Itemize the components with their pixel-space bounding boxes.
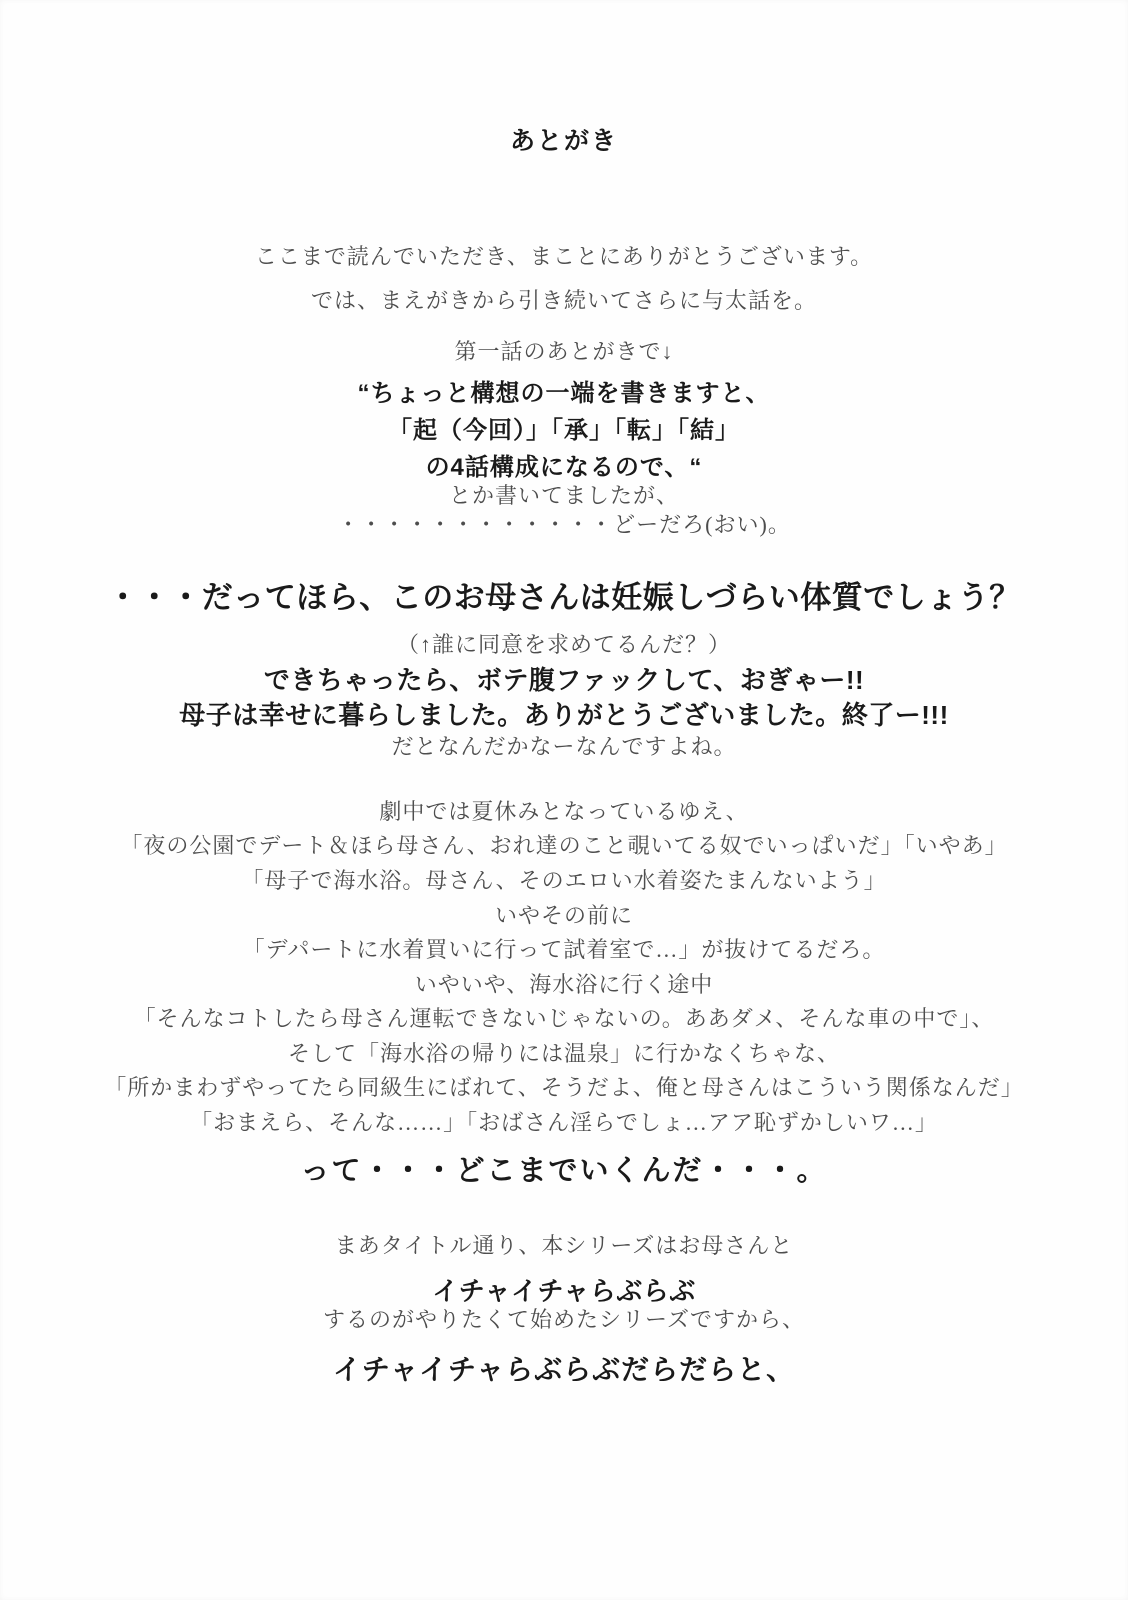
- summer-line-6: いやいや、海水浴に行く途中: [414, 972, 714, 997]
- summer-line-7: 「そんなコトしたら母さん運転できないじゃないの。ああダメ、そんな車の中で」、: [133, 1006, 995, 1031]
- plan-quote-line-1: “ちょっと構想の一端を書きますと、: [357, 380, 771, 407]
- series-bold-2: イチャイチャらぶらぶだらだらと、: [332, 1354, 796, 1385]
- dunno-line: ・・・・・・・・・・・・どーだろ(おい)。: [337, 512, 791, 537]
- summer-line-4: いやその前に: [494, 903, 633, 928]
- plan-quote-line-3: の4話構成になるので、“: [425, 454, 703, 481]
- how-far-line: って・・・どこまでいくんだ・・・。: [300, 1155, 828, 1187]
- aside-agree-line: （↑誰に同意を求めてるんだ？）: [396, 632, 731, 657]
- series-line-1: まあタイトル通り、本シリーズはお母さんと: [334, 1233, 794, 1258]
- big-headline: ・・・だってほら、このお母さんは妊娠しづらい体質でしょう？: [107, 580, 1021, 615]
- bold-statement-1: できちゃったら、ボテ腹ファックして、おぎゃー!!: [263, 665, 865, 695]
- summer-line-2: 「夜の公園でデート＆ほら母さん、おれ達のこと覗いてる奴でいっぱいだ」「いやあ」: [120, 833, 1008, 858]
- plan-quote-line-2: 「起（今回）」「承」「転」「結」: [388, 417, 740, 444]
- summer-line-8: そして「海水浴の帰りには温泉」に行かなくちゃな、: [287, 1041, 840, 1066]
- summer-line-3: 「母子で海水浴。母さん、そのエロい水着姿たまんないよう」: [241, 868, 887, 893]
- thanks-line-2: では、まえがきから引き続いてさらに与太話を。: [310, 288, 817, 313]
- series-line-2: するのがやりたくて始めたシリーズですから、: [323, 1307, 805, 1332]
- somehow-line: だとなんだかなーなんですよね。: [391, 734, 737, 759]
- summer-line-1: 劇中では夏休みとなっているゆえ、: [379, 799, 749, 824]
- summer-line-5: 「デパートに水着買いに行って試着室で…」が抜けてるだろ。: [242, 937, 886, 962]
- page-title: あとがき: [509, 127, 618, 155]
- summer-line-10: 「おまえら、そんな……」「おばさん淫らでしょ…アア恥ずかしいワ…」: [190, 1110, 938, 1135]
- episode1-afterword-intro: 第一話のあとがきで↓: [454, 339, 674, 364]
- thanks-line-1: ここまで読んでいただき、まことにありがとうございます。: [254, 244, 874, 269]
- summer-line-9: 「所かまわずやってたら同級生にばれて、そうだよ、俺と母さんはこういう関係なんだ」: [104, 1075, 1024, 1100]
- series-bold-1: イチャイチャらぶらぶ: [432, 1276, 696, 1306]
- wrote-that-line: とか書いてましたが、: [448, 483, 679, 508]
- bold-statement-2: 母子は幸せに暮らしました。ありがとうございました。終了ー!!!: [179, 700, 949, 730]
